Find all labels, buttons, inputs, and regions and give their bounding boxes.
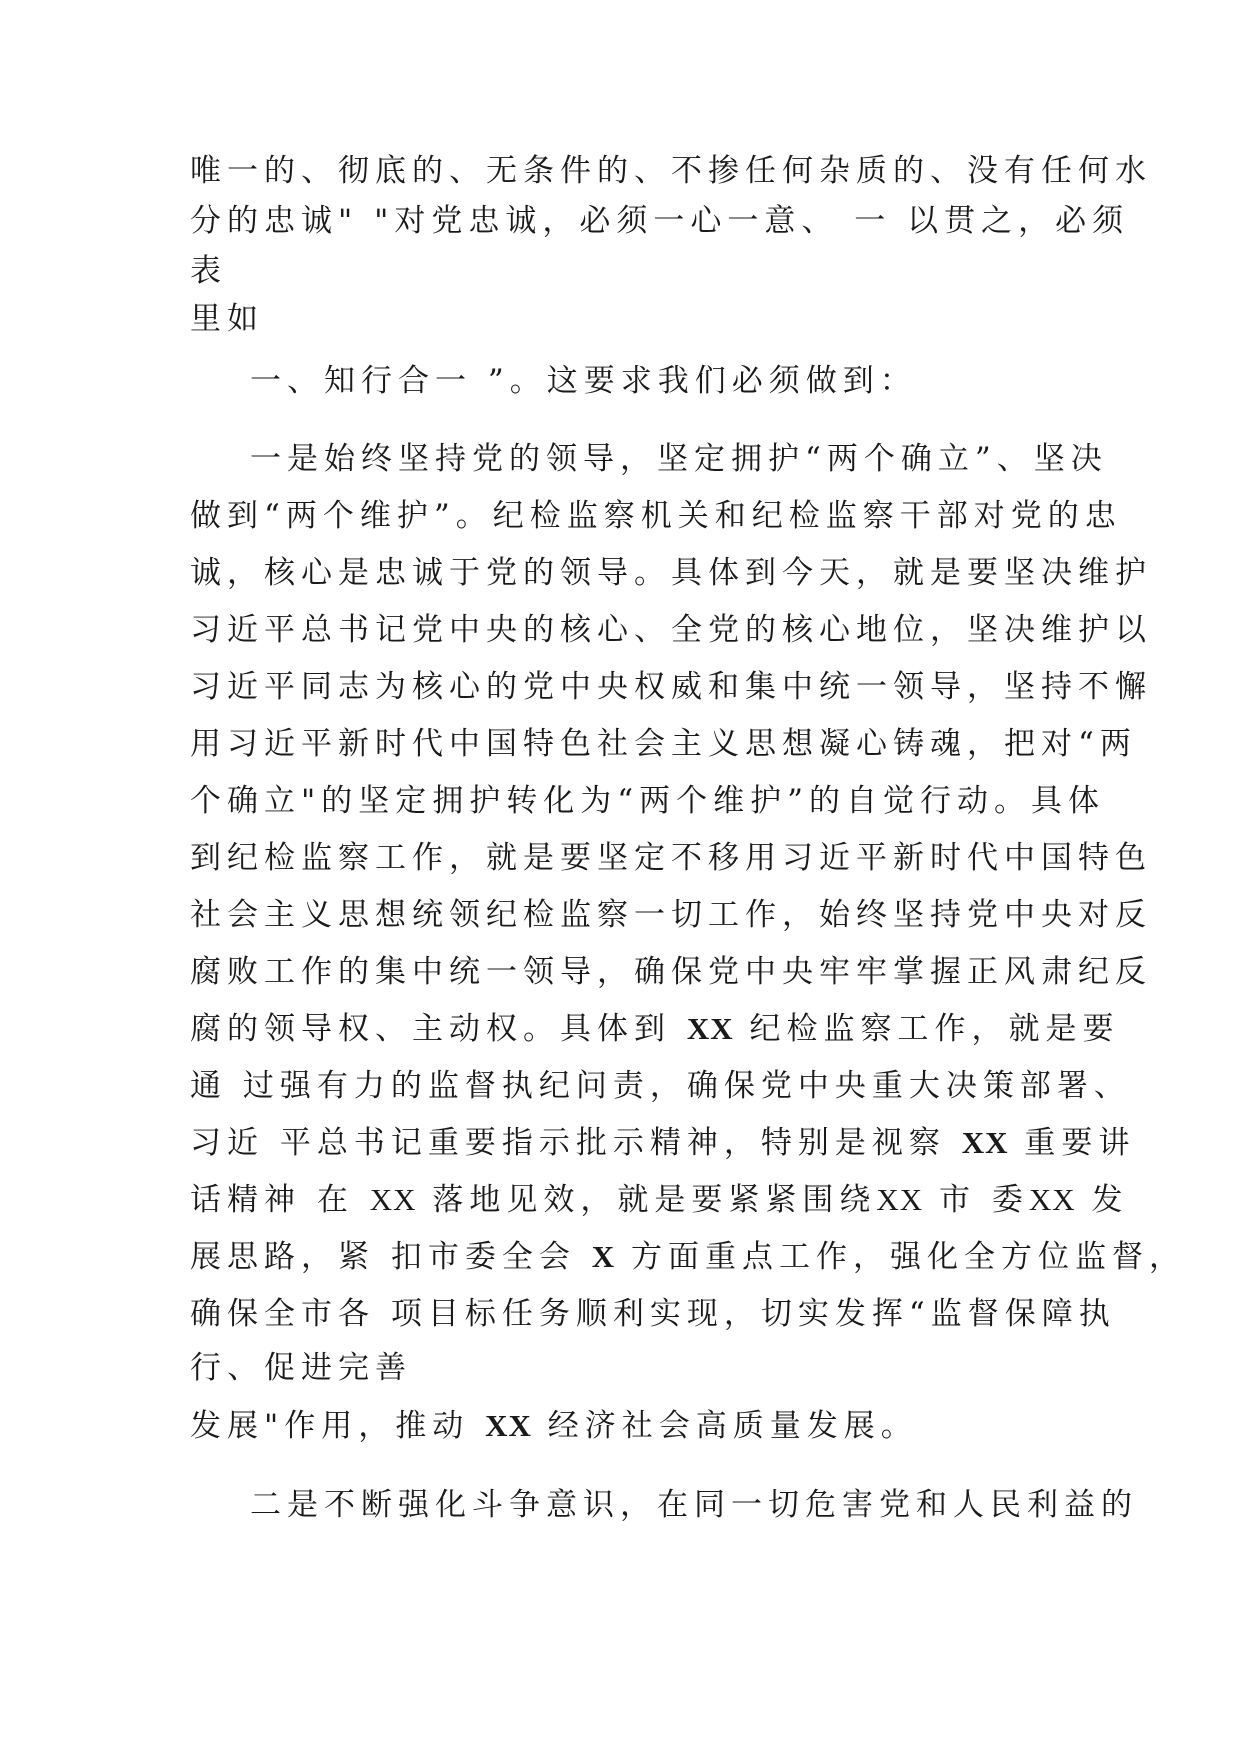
placeholder-x: X [591,1239,616,1274]
paragraph-line: 话精神 在 XX 落地见效，就是要紧紧围绕XX 市 委XX 发 [190,1182,1129,1218]
paragraph-line: 通 过强有力的监督执纪问责，确保党中央重大决策部署、 [190,1068,1131,1104]
paragraph-line: 分的忠诚" "对党忠诚，必须一心一意、 一 以贯之，必须 [190,203,1130,239]
placeholder-xx: XX [1028,1182,1076,1217]
paragraph-line: 习近平同志为核心的党中央权威和集中统一领导，坚持不懈 [190,669,1152,705]
paragraph-line: 做到“两个维护”。纪检监察机关和纪检监察干部对党的忠 [190,498,1122,534]
paragraph-line: 确保全市各 项目标任务顺利实现，切实发挥“监督保障执 [190,1296,1116,1332]
paragraph-line: 诚，核心是忠诚于党的领导。具体到今天，就是要坚决维护 [190,555,1152,591]
paragraph-line: 行、促进完善 [190,1350,412,1386]
placeholder-xx: XX [485,1408,532,1443]
paragraph-line: 习近 平总书记重要指示批示精神，特别是视察 XX 重要讲 [190,1125,1136,1161]
paragraph-line: 唯一的、彻底的、无条件的、不掺任何杂质的、没有任何水 [190,153,1152,189]
paragraph-line: 一是始终坚持党的领导，坚定拥护“两个确立”、坚决 [250,441,1108,477]
paragraph-line: 二是不断强化斗争意识，在同一切危害党和人民利益的 [250,1487,1138,1523]
placeholder-xx: XX [876,1182,924,1217]
paragraph-line: 社会主义思想统领纪检监察一切工作，始终坚持党中央对反 [190,897,1152,933]
paragraph-line: 腐败工作的集中统一领导，确保党中央牢牢掌握正风肃纪反 [190,954,1152,990]
paragraph-line: 表 [190,253,227,289]
paragraph-line: 用习近平新时代中国特色社会主义思想凝心铸魂，把对“两 [190,726,1137,762]
placeholder-xx: XX [686,1011,734,1046]
paragraph-line: 里如 [190,301,264,337]
paragraph-line: 腐的领导权、主动权。具体到 XX 纪检监察工作，就是要 [190,1011,1120,1047]
placeholder-xx: XX [369,1182,417,1217]
section-heading: 一、知行合一 ”。这要求我们必须做到： [250,363,917,399]
placeholder-xx: XX [961,1125,1009,1160]
paragraph-line: 个确立"的坚定拥护转化为“两个维护”的自觉行动。具体 [190,783,1105,819]
paragraph-line: 到纪检监察工作，就是要坚定不移用习近平新时代中国特色 [190,840,1152,876]
paragraph-line: 发展"作用，推动 XX 经济社会高质量发展。 [190,1408,918,1444]
paragraph-line: 习近平总书记党中央的核心、全党的核心地位，坚决维护以 [190,612,1152,648]
paragraph-line: 展思路，紧 扣市委全会 X 方面重点工作，强化全方位监督， [190,1239,1186,1275]
